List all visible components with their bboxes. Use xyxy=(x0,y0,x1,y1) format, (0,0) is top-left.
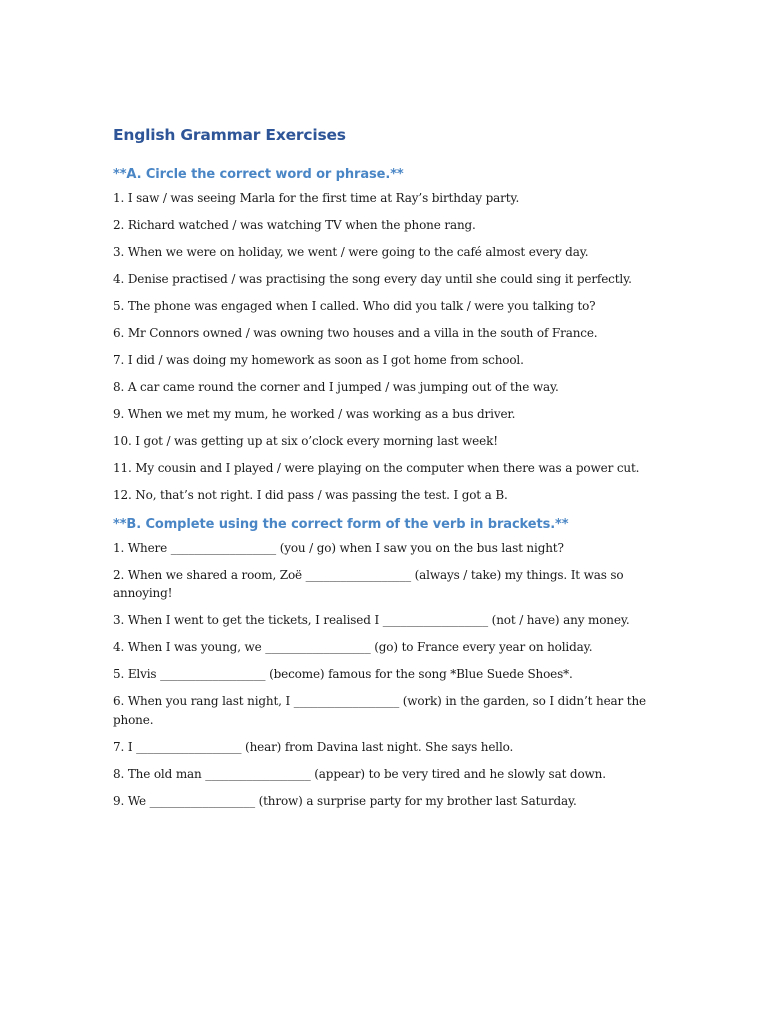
exercise-item: 7. I did / was doing my homework as soon as I got home from school. xyxy=(113,353,524,367)
exercise-item: 4. When I was young, we __________________ (go) to France every year on holiday. xyxy=(113,640,593,654)
section-a-exercise-list xyxy=(113,189,658,505)
exercise-item: 5. Elvis __________________ (become) famous for the song *Blue Suede Shoes*. xyxy=(113,667,573,681)
exercise-item: 2. When we shared a room, Zoë __________________ (always / take) my things. It was so annoying! xyxy=(113,567,624,600)
section-b-heading: **B. Complete using the correct form of the verb in brackets.** xyxy=(113,516,569,532)
exercise-item: 9. We __________________ (throw) a surprise party for my brother last Saturday. xyxy=(113,793,577,808)
exercise-item: 6. Mr Connors owned / was owning two houses and a villa in the south of France. xyxy=(113,326,598,340)
exercise-item: 8. The old man __________________ (appear) to be very tired and he slowly sat down. xyxy=(113,766,606,781)
section-a-heading: **A. Circle the correct word or phrase.** xyxy=(113,167,404,182)
exercise-item: 3. When we were on holiday, we went / were going to the café almost every day. xyxy=(113,245,589,259)
document-title: English Grammar Exercises xyxy=(113,126,346,144)
exercise-item: 7. I __________________ (hear) from Davina last night. She says hello. xyxy=(113,739,514,754)
exercise-item: 3. When I went to get the tickets, I realised I __________________ (not / have) any money. xyxy=(113,613,630,627)
section-b xyxy=(113,516,658,811)
document-body xyxy=(113,124,658,819)
exercise-item: 12. No, that’s not right. I did pass / was passing the test. I got a B. xyxy=(113,488,508,502)
exercise-item: 1. Where __________________ (you / go) when I saw you on the bus last night? xyxy=(113,540,564,555)
exercise-item: 11. My cousin and I played / were playing on the computer when there was a power cut. xyxy=(113,461,640,475)
exercise-item: 6. When you rang last night, I __________________ (work) in the garden, so I didn’t hear the phone. xyxy=(113,694,646,727)
exercise-item: 10. I got / was getting up at six o’clock every morning last week! xyxy=(113,434,498,448)
exercise-item: 2. Richard watched / was watching TV when the phone rang. xyxy=(113,218,476,232)
exercise-item: 9. When we met my mum, he worked / was working as a bus driver. xyxy=(113,407,516,421)
section-b-exercise-list xyxy=(113,539,658,811)
exercise-item: 8. A car came round the corner and I jumped / was jumping out of the way. xyxy=(113,380,559,394)
exercise-item: 5. The phone was engaged when I called. Who did you talk / were you talking to? xyxy=(113,299,596,313)
exercise-item: 4. Denise practised / was practising the song every day until she could sing it perfectly. xyxy=(113,272,632,286)
section-a xyxy=(113,166,658,505)
exercise-item: 1. I saw / was seeing Marla for the first time at Ray’s birthday party. xyxy=(113,191,520,205)
